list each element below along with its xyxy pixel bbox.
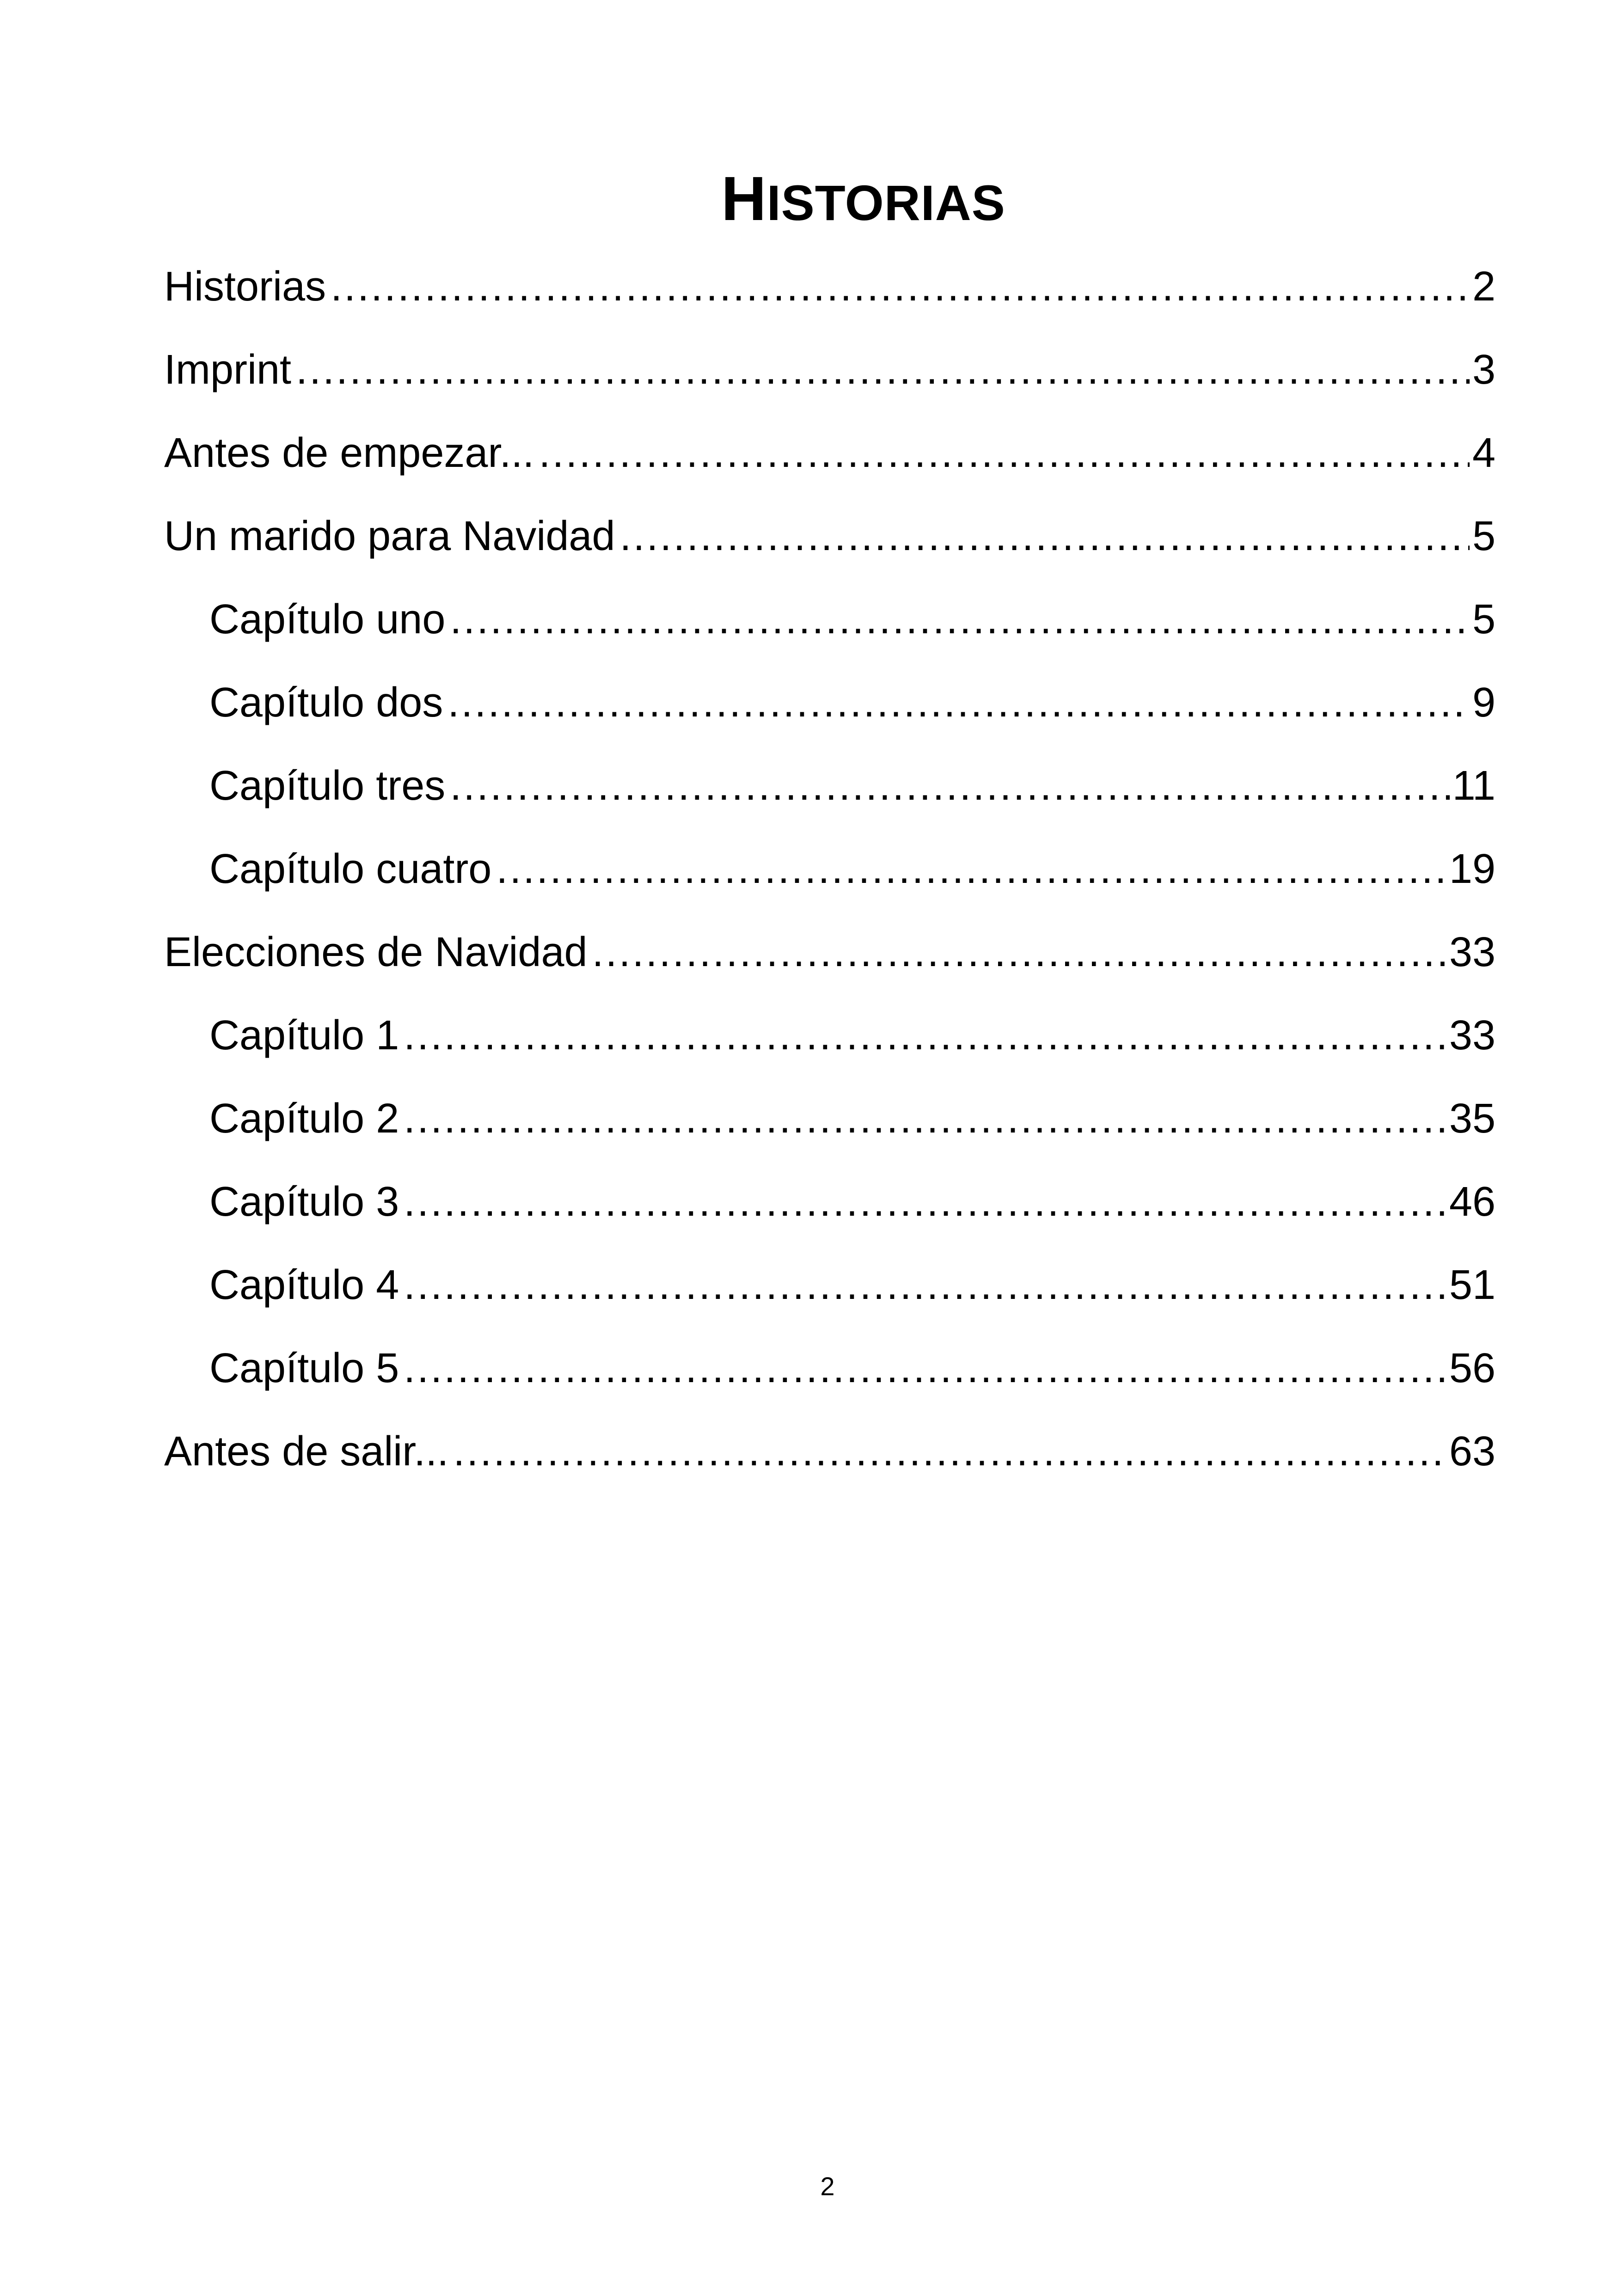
toc-entry-capitulo-tres[interactable] [164, 744, 1495, 827]
toc-entry-label: Imprint [164, 347, 292, 393]
toc-dot-leader [496, 827, 1446, 911]
toc-entry-page: 56 [1449, 1345, 1495, 1391]
toc-entry-page: 63 [1449, 1428, 1495, 1475]
toc-entry-page: 2 [1472, 263, 1495, 310]
page-number: 2 [820, 2172, 835, 2201]
table-of-contents [164, 245, 1495, 1493]
toc-entry-page: 9 [1472, 680, 1495, 726]
toc-entry-label: Capítulo dos [209, 680, 443, 726]
toc-entry-label: Historias [164, 263, 326, 310]
toc-dot-leader [404, 1243, 1446, 1327]
toc-dot-leader [404, 1327, 1446, 1410]
toc-entry-historias[interactable] [164, 245, 1495, 328]
toc-entry-page: 51 [1449, 1262, 1495, 1308]
toc-entry-label: Capítulo uno [209, 596, 446, 643]
toc-dot-leader [592, 911, 1446, 994]
toc-entry-label: Capítulo cuatro [209, 846, 492, 892]
toc-entry-label: Elecciones de Navidad [164, 929, 588, 975]
toc-entry-page: 5 [1472, 513, 1495, 559]
toc-entry-page: 11 [1452, 763, 1495, 809]
toc-entry-imprint[interactable] [164, 328, 1495, 411]
toc-entry-label: Un marido para Navidad [164, 513, 615, 559]
toc-dot-leader [447, 661, 1470, 744]
toc-entry-capitulo-5[interactable] [164, 1327, 1495, 1410]
toc-entry-page: 4 [1472, 430, 1495, 476]
toc-entry-label: Capítulo 2 [209, 1096, 399, 1142]
title-initial: H [721, 164, 767, 234]
toc-entry-page: 33 [1449, 1012, 1495, 1059]
toc-entry-label: Antes de empezar... [164, 430, 534, 476]
toc-dot-leader [450, 744, 1449, 827]
toc-entry-page: 33 [1449, 929, 1495, 975]
toc-entry-antes-de-salir[interactable] [164, 1410, 1495, 1493]
toc-entry-capitulo-cuatro[interactable] [164, 827, 1495, 911]
toc-entry-page: 3 [1472, 347, 1495, 393]
toc-entry-capitulo-1[interactable] [164, 994, 1495, 1077]
toc-dot-leader [450, 578, 1470, 661]
toc-entry-capitulo-uno[interactable] [164, 578, 1495, 661]
toc-entry-label: Antes de salir... [164, 1428, 449, 1475]
toc-entry-capitulo-3[interactable] [164, 1160, 1495, 1243]
toc-entry-capitulo-4[interactable] [164, 1243, 1495, 1327]
page-title [0, 157, 1618, 245]
toc-dot-leader [296, 328, 1470, 411]
toc-entry-page: 19 [1449, 846, 1495, 892]
toc-dot-leader [331, 245, 1470, 328]
toc-dot-leader [539, 411, 1469, 495]
toc-entry-page: 5 [1472, 596, 1495, 643]
toc-dot-leader [404, 1160, 1446, 1243]
toc-entry-antes-de-empezar[interactable] [164, 411, 1495, 495]
toc-entry-capitulo-dos[interactable] [164, 661, 1495, 744]
toc-entry-elecciones-de-navidad[interactable] [164, 911, 1495, 994]
toc-entry-label: Capítulo 3 [209, 1179, 399, 1225]
toc-entry-label: Capítulo tres [209, 763, 446, 809]
title-rest: ISTORIAS [766, 175, 1005, 231]
toc-dot-leader [404, 994, 1446, 1077]
toc-entry-page: 35 [1449, 1096, 1495, 1142]
toc-dot-leader [404, 1077, 1446, 1160]
toc-entry-page: 46 [1449, 1179, 1495, 1225]
toc-entry-capitulo-2[interactable] [164, 1077, 1495, 1160]
toc-dot-leader [620, 495, 1470, 578]
toc-entry-label: Capítulo 5 [209, 1345, 399, 1391]
toc-entry-label: Capítulo 4 [209, 1262, 399, 1308]
toc-entry-un-marido-para-navidad[interactable] [164, 495, 1495, 578]
toc-entry-label: Capítulo 1 [209, 1012, 399, 1059]
toc-dot-leader [453, 1410, 1446, 1493]
